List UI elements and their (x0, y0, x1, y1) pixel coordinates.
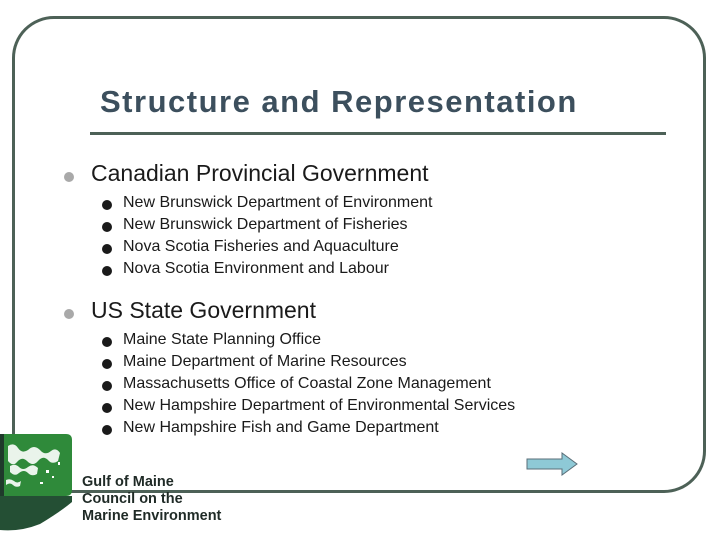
bullet-icon (102, 222, 112, 232)
list-item-text: Nova Scotia Environment and Labour (123, 260, 389, 277)
bullet-icon (102, 359, 112, 369)
bullet-icon (102, 200, 112, 210)
bullet-icon (64, 172, 74, 182)
list-item-text: New Brunswick Department of Fisheries (123, 216, 408, 233)
logo-line-3: Marine Environment (82, 508, 222, 524)
title-divider (90, 132, 666, 135)
logo-base (0, 496, 72, 530)
bullet-icon (102, 244, 112, 254)
list-item-text: Maine Department of Marine Resources (123, 353, 407, 370)
bullet-icon (102, 266, 112, 276)
list-item-text: New Hampshire Department of Environmental Services (123, 397, 516, 414)
list-item-text: Massachusetts Office of Coastal Zone Management (123, 375, 491, 392)
list-item-text: New Hampshire Fish and Game Department (123, 419, 439, 436)
bullet-icon (102, 381, 112, 391)
logo-wordmark (82, 474, 221, 525)
next-arrow-icon[interactable] (526, 452, 578, 476)
logo-line-1: Gulf of Maine (82, 474, 174, 490)
slide-title: Structure and Representation (100, 84, 578, 119)
section-heading: US State Government (91, 297, 316, 323)
bullet-icon (64, 309, 74, 319)
bullet-icon (102, 403, 112, 413)
section-heading: Canadian Provincial Government (91, 160, 429, 186)
logo-line-2: Council on the (82, 491, 183, 507)
list-item-text: Nova Scotia Fisheries and Aquaculture (123, 238, 399, 255)
list-item-text: Maine State Planning Office (123, 331, 322, 348)
bullet-icon (102, 337, 112, 347)
list-item-text: New Brunswick Department of Environment (123, 194, 433, 211)
